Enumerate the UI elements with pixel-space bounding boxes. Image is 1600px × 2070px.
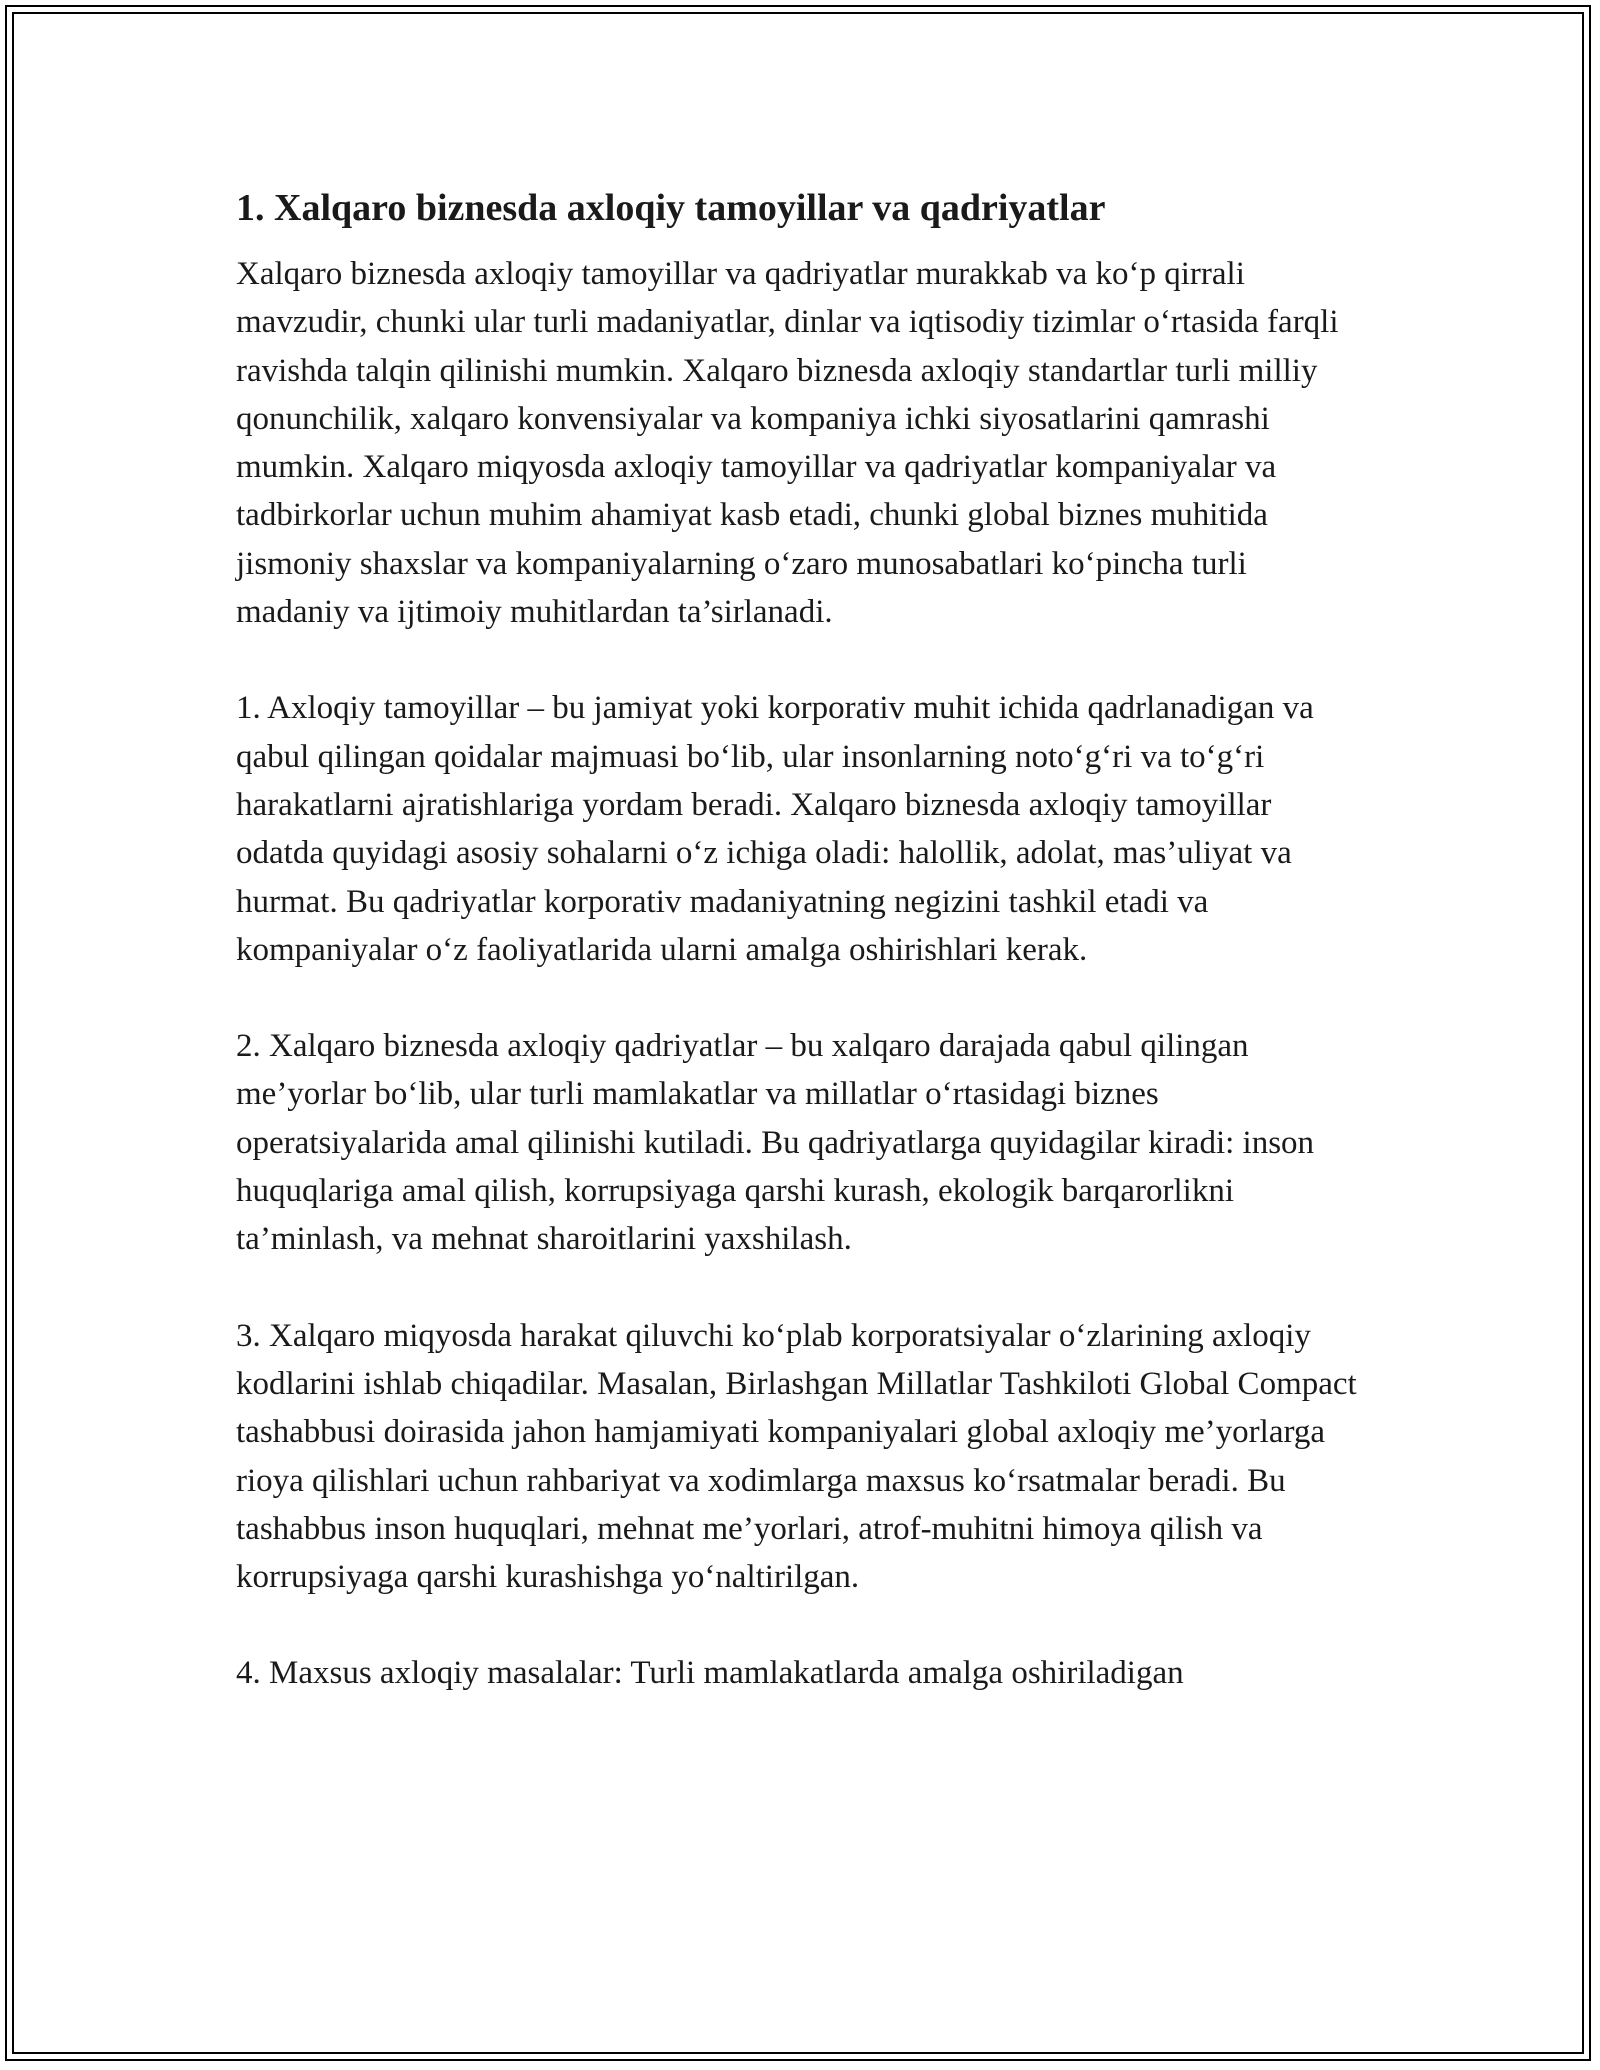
paragraph-item-4: 4. Maxsus axloqiy masalalar: Turli mamlakatlarda amalga oshiriladigan bbox=[236, 1655, 1184, 1692]
paragraph-item-3: 3. Xalqaro miqyosda harakat qiluvchi ko‘plab korporatsiyalar o‘zlarining axloqiy kodlarini ishlab chiqadilar. Masalan, Birlashgan Millatlar Tashkiloti Global Compact tashabbusi doirasida jahon hamjamiyati kompaniyalari global axloqiy me’yorlarga rioya qilishlari uchun rahbariyat va xodimlarga maxsus ko‘rsatmalar beradi. Bu tashabbus inson huquqlari, mehnat me’yorlari, atrof-muhitni himoya qilish va korrupsiyaga qarshi kurashishga yo‘naltirilgan. bbox=[236, 1317, 1357, 1596]
intro-paragraph: Xalqaro biznesda axloqiy tamoyillar va qadriyatlar murakkab va ko‘p qirrali mavzudir, chunki ular turli madaniyatlar, dinlar va iqtisodiy tizimlar o‘rtasida farqli ravishda talqin qilinishi mumkin. Xalqaro biznesda axloqiy standartlar turli milliy qonunchilik, xalqaro konvensiyalar va kompaniya ichki siyosatlarini qamrashi mumkin. Xalqaro miqyosda axloqiy tamoyillar va qadriyatlar kompaniyalar va tadbirkorlar uchun muhim ahamiyat kasb etadi, chunki global biznes muhitida jismoniy shaxslar va kompaniyalarning o‘zaro munosabatlari ko‘pincha turli madaniy va ijtimoiy muhitlardan ta’sirlanadi. bbox=[236, 256, 1339, 631]
paragraph-item-1: 1. Axloqiy tamoyillar – bu jamiyat yoki korporativ muhit ichida qadrlanadigan va qabul qilingan qoidalar majmuasi bo‘lib, ular insonlarning noto‘g‘ri va to‘g‘ri harakatlarni ajratishlariga yordam beradi. Xalqaro biznesda axloqiy tamoyillar odatda quyidagi asosiy sohalarni o‘z ichiga oladi: halollik, adolat, mas’uliyat va hurmat. Bu qadriyatlar korporativ madaniyatning negizini tashkil etadi va kompaniyalar o‘z faoliyatlarida ularni amalga oshirishlari kerak. bbox=[236, 690, 1314, 968]
section-heading: 1. Xalqaro biznesda axloqiy tamoyillar va qadriyatlar bbox=[236, 187, 1106, 229]
document-body bbox=[236, 182, 1366, 1746]
paragraph-item-2: 2. Xalqaro biznesda axloqiy qadriyatlar – bu xalqaro darajada qabul qilingan me’yorlar bo‘lib, ular turli mamlakatlar va millatlar o‘rtasidagi biznes operatsiyalarida amal qilinishi kutiladi. Bu qadriyatlarga quyidagilar kiradi: inson huquqlariga amal qilish, korrupsiyaga qarshi kurash, ekologik barqarorlikni ta’minlash, va mehnat sharoitlarini yaxshilash. bbox=[236, 1028, 1315, 1258]
